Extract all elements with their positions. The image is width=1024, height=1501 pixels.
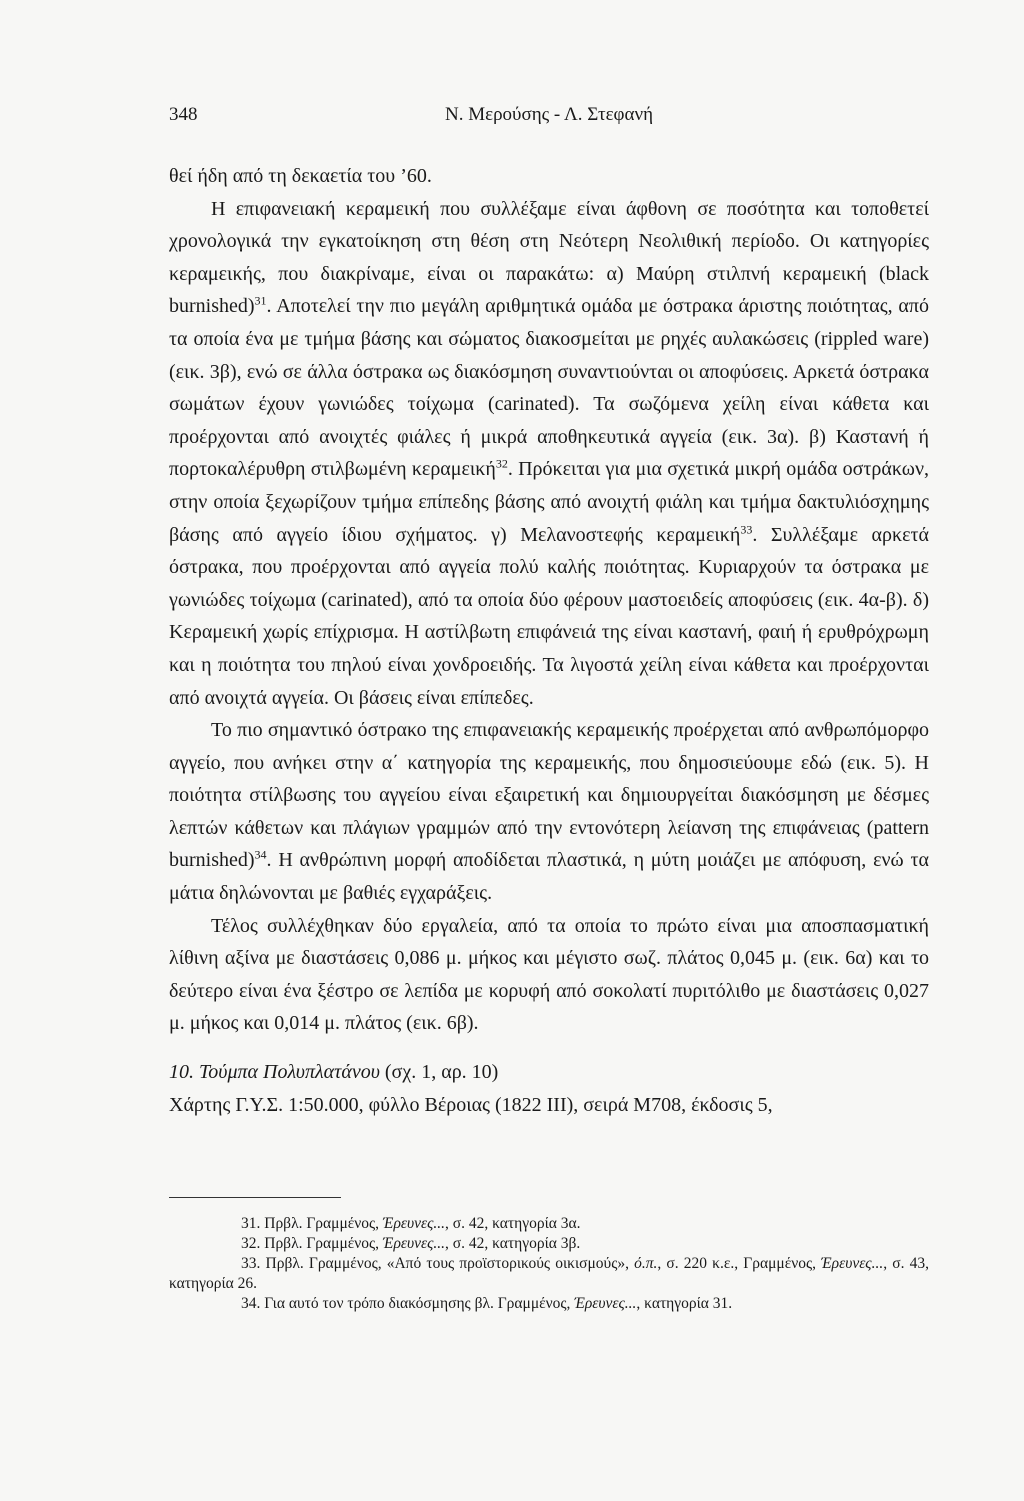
footnote-divider (169, 1197, 341, 1198)
text-run: . Αποτελεί την πιο μεγάλη αριθμητικά ομάδα με όστρακα άριστης ποιότητας, από τα οποία ένα με τμήμα βάσης και σώματος διακοσμείται με ρηχές αυλακώσεις (rippled ware) (εικ. 3β), ενώ σε άλλα όστρακα ως διακόσμηση συναντιούνται οι αποφύσεις. Αρκετά όστρακα σωμάτων έχουν γωνιώδες τοίχωμα (carinated). Τα σωζόμενα χείλη είναι κάθετα και προέρχονται από ανοιχτές φιάλες ή μικρά αποθηκευτικά αγγεία (εικ. 3α). β) Καστανή ή πορτοκαλέρυθρη στιλβωμένη κεραμεική (169, 295, 929, 481)
paragraph-anthropomorphic-vessel (169, 714, 929, 910)
footnote-title: Έρευνες... (382, 1215, 446, 1232)
footnote-text: 31. Πρβλ. Γραμμένος, (241, 1215, 383, 1232)
main-text (169, 160, 929, 1121)
footnote-title: Έρευνες... (574, 1295, 637, 1312)
footnote-ref-32: 32 (495, 456, 508, 471)
footnote-ref-34: 34 (254, 847, 267, 862)
footnote-text: , σ. 220 κ.ε., Γραμμένος, (657, 1255, 822, 1272)
footnote-text: 34. Για αυτό τον τρόπο διακόσμησης βλ. Γραμμένος, (241, 1295, 575, 1312)
footnote-text: 33. Πρβλ. Γραμμένος, «Από τους προϊστορικούς οικισμούς», (241, 1255, 635, 1272)
text-run: Η επιφανειακή κεραμεική που συλλέξαμε είναι άφθονη σε ποσότητα και τοποθετεί χρονολογικά την εγκατοίκηση στη θέση στη Νεότερη Νεολιθική περίοδο. Οι κατηγορίες κεραμεικής, που διακρίναμε, είναι οι παρακάτω: α) Μαύρη στιλπνή κεραμεική (black burnished) (169, 197, 929, 318)
footnote-ref-33: 33 (740, 521, 753, 536)
footnote-text: , σ. 43, κατηγορία 26. (169, 1255, 929, 1292)
footnote-text: , κατηγορία 31. (636, 1295, 733, 1312)
text-run: . Η ανθρώπινη μορφή αποδίδεται πλαστικά, η μύτη μοιάζει με απόφυση, ενώ τα μάτια δηλώνονται με βαθιές εγχαράξεις. (169, 849, 929, 905)
text-run: . Πρόκειται για μια σχετικά μικρή ομάδα οστράκων, στην οποία ξεχωρίζουν τμήμα επίπεδης βάσης από ανοιχτή φιάλη και τμήμα δακτυλιόσχημης βάσης από αγγείο ίδιου σχήματος. γ) Μελανοστεφής κεραμεική (169, 458, 929, 546)
text-run: . Συλλέξαμε αρκετά όστρακα, που προέρχονται από αγγεία πολύ καλής ποιότητας. Κυριαρχούν τα όστρακα με γωνιώδες τοίχωμα (carinated), από τα οποία δύο φέρουν μαστοειδείς αποφύσεις (εικ. 4α-β). δ) Κεραμεική χωρίς επίχρισμα. Η αστίλβωτη επιφάνειά της είναι καστανή, φαιή ή ερυθρόχρωμη και η ποιότητα του πηλού είναι χονδροειδής. Τα λιγοστά χείλη είναι κάθετα και προέρχονται από ανοιχτά αγγεία. Οι βάσεις είναι επίπεδες. (169, 523, 930, 709)
footnotes (169, 1214, 929, 1314)
section-map-line: Χάρτης Γ.Υ.Σ. 1:50.000, φύλλο Βέροιας (1822 ΙΙΙ), σειρά Μ708, έκδοσις 5, (169, 1093, 773, 1116)
page-number: 348 (169, 104, 198, 125)
section-title: 10. Τούμπα Πολυπλατάνου (169, 1061, 380, 1084)
footnote-33 (169, 1254, 929, 1294)
page-header (169, 104, 929, 134)
footnote-text: , σ. 42, κατηγορία 3α. (445, 1215, 581, 1232)
footnote-title: Έρευνες... (382, 1235, 446, 1252)
section-heading (169, 1056, 929, 1089)
footnote-34 (169, 1294, 929, 1314)
footnote-32 (169, 1234, 929, 1254)
footnote-title: ό.π. (634, 1255, 658, 1272)
footnote-ref-31: 31 (254, 293, 267, 308)
footnote-text: 32. Πρβλ. Γραμμένος, (241, 1235, 383, 1252)
paragraph-pottery-categories (169, 193, 929, 715)
paragraph-tools: Τέλος συλλέχθηκαν δύο εργαλεία, από τα οποία το πρώτο είναι μια αποσπασματική λίθινη αξίνα με διαστάσεις 0,086 μ. μήκος και μέγιστο σωζ. πλάτος 0,045 μ. (εικ. 6α) και το δεύτερο είναι ένα ξέστρο σε λεπίδα με κορυφή από σοκολατί πυριτόλιθο με διαστάσεις 0,027 μ. μήκος και 0,014 μ. πλάτος (εικ. 6β). (169, 914, 929, 1035)
footnote-31 (169, 1214, 929, 1234)
footnote-text: , σ. 42, κατηγορία 3β. (445, 1235, 581, 1252)
text-run: Το πιο σημαντικό όστρακο της επιφανειακής κεραμεικής προέρχεται από ανθρωπόμορφο αγγείο, που ανήκει στην α΄ κατηγορία της κεραμεικής, που δημοσιεύουμε εδώ (εικ. 5). Η ποιότητα στίλβωσης του αγγείου είναι εξαιρετική και δημιουργείται διακόσμηση με δέσμες λεπτών κάθετων και πλάγιων γραμμών από την εντονότερη λείανση της επιφάνειας (pattern burnished) (169, 719, 929, 872)
paragraph-continuation: θεί ήδη από τη δεκαετία του ’60. (169, 165, 432, 187)
running-head: Ν. Μερούσης - Λ. Στεφανή (444, 104, 654, 125)
section-reference: (σχ. 1, αρ. 10) (379, 1061, 499, 1084)
footnote-title: Έρευνες... (821, 1255, 884, 1272)
